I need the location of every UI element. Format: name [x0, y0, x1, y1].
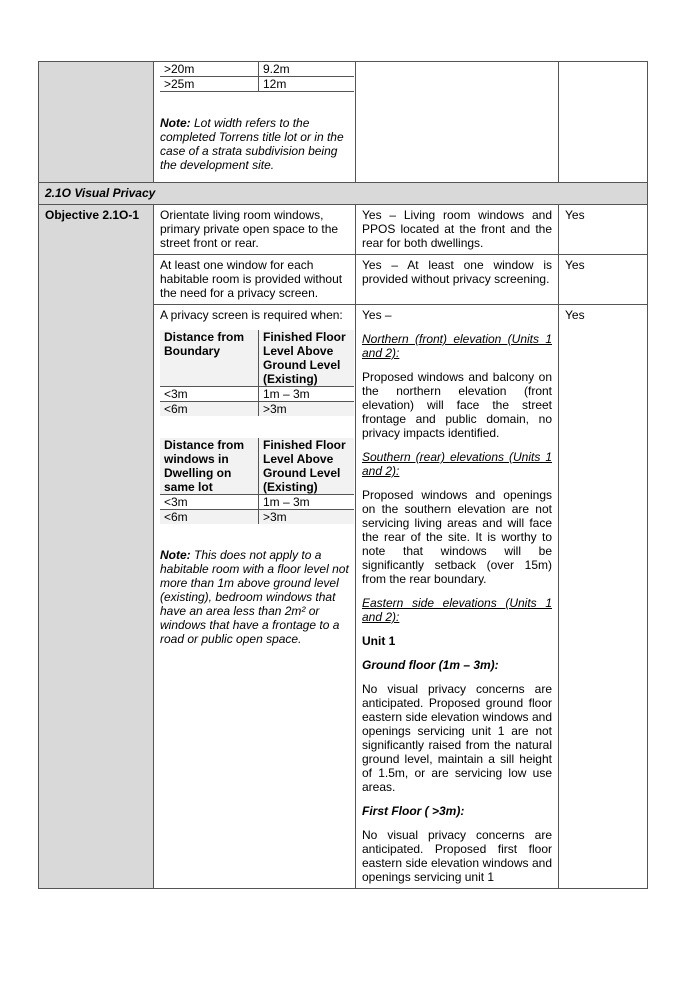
unit-heading: Unit 1: [362, 634, 396, 648]
control-intro: A privacy screen is required when:: [160, 308, 343, 322]
compliance-text: Yes: [559, 305, 648, 889]
table-cell: <3m: [160, 387, 259, 402]
table-header: Distance from windows in Dwelling on same lot: [160, 438, 259, 495]
southern-text: Proposed windows and openings on the southern elevation are not servicing living areas and will face the rear of the site. It is worthy to note that windows will be significantly setback (over 15m) from the rear boundary.: [362, 488, 552, 586]
compliance-text: Yes: [559, 205, 648, 255]
lot-width-table: [160, 62, 354, 91]
lot-width-cell: [154, 62, 356, 183]
privacy-assessment: [356, 305, 559, 889]
setback-value: 12m: [259, 77, 355, 92]
lot-width-value: >20m: [160, 62, 259, 77]
setback-value: 9.2m: [259, 62, 355, 77]
section-title: 2.1O Visual Privacy: [39, 183, 648, 205]
section-heading-row: [39, 183, 648, 205]
continuation-row: [39, 62, 648, 183]
assessment-yes: Yes –: [362, 308, 392, 322]
table-header: Distance from Boundary: [160, 330, 259, 387]
northern-heading: Northern (front) elevation (Units 1 and 2):: [362, 332, 552, 360]
lot-width-value: >25m: [160, 77, 259, 92]
northern-text: Proposed windows and balcony on the northern elevation (front elevation) will face the street frontage and public domain, no privacy impacts identified.: [362, 370, 552, 440]
control-text: Orientate living room windows, primary private open space to the street front or rear.: [154, 205, 356, 255]
control-row: [39, 205, 648, 255]
ground-floor-text: No visual privacy concerns are anticipated. Proposed ground floor eastern side elevation windows and openings servicing unit 1 are not significantly raised from the natural ground level, maintain a sill height of 1.5m, or are servicing low use areas.: [362, 682, 552, 794]
objective-label: Objective 2.1O-1: [39, 205, 154, 889]
eastern-heading: Eastern side elevations (Units 1 and 2):: [362, 596, 552, 624]
table-cell: <6m: [160, 510, 259, 525]
southern-heading: Southern (rear) elevations (Units 1 and 2):: [362, 450, 552, 478]
ground-floor-heading: Ground floor (1m – 3m):: [362, 658, 499, 672]
table-cell: >3m: [259, 402, 355, 417]
objective-cell-empty: [39, 62, 154, 183]
table-cell: 1m – 3m: [259, 387, 355, 402]
privacy-screen-control: [154, 305, 356, 889]
table-cell: <3m: [160, 495, 259, 510]
assessment-cell-empty: [356, 62, 559, 183]
assessment-text: Yes – Living room windows and PPOS located at the front and the rear for both dwellings.: [356, 205, 559, 255]
boundary-distance-table: [160, 330, 354, 416]
control-text: At least one window for each habitable room is provided without the need for a privacy screen.: [154, 255, 356, 305]
first-floor-text: No visual privacy concerns are anticipated. Proposed first floor eastern side elevation windows and openings servicing unit 1: [362, 828, 552, 884]
first-floor-heading: First Floor ( >3m):: [362, 804, 465, 818]
table-cell: >3m: [259, 510, 355, 525]
lot-width-note: Note: Lot width refers to the completed Torrens title lot or in the case of a strata subdivision being the development site.: [160, 116, 344, 172]
table-header: Finished Floor Level Above Ground Level (Existing): [259, 330, 355, 387]
compliance-cell-empty: [559, 62, 648, 183]
compliance-text: Yes: [559, 255, 648, 305]
table-header: Finished Floor Level Above Ground Level (Existing): [259, 438, 355, 495]
privacy-note: Note: This does not apply to a habitable room with a floor level not more than 1m above ground level (existing), bedroom windows that have an area less than 2m² or windows that have a frontage to a road or public open space.: [160, 548, 349, 646]
assessment-text: Yes – At least one window is provided without privacy screening.: [356, 255, 559, 305]
table-cell: 1m – 3m: [259, 495, 355, 510]
assessment-table: [38, 61, 648, 889]
table-cell: <6m: [160, 402, 259, 417]
window-distance-table: [160, 438, 354, 524]
